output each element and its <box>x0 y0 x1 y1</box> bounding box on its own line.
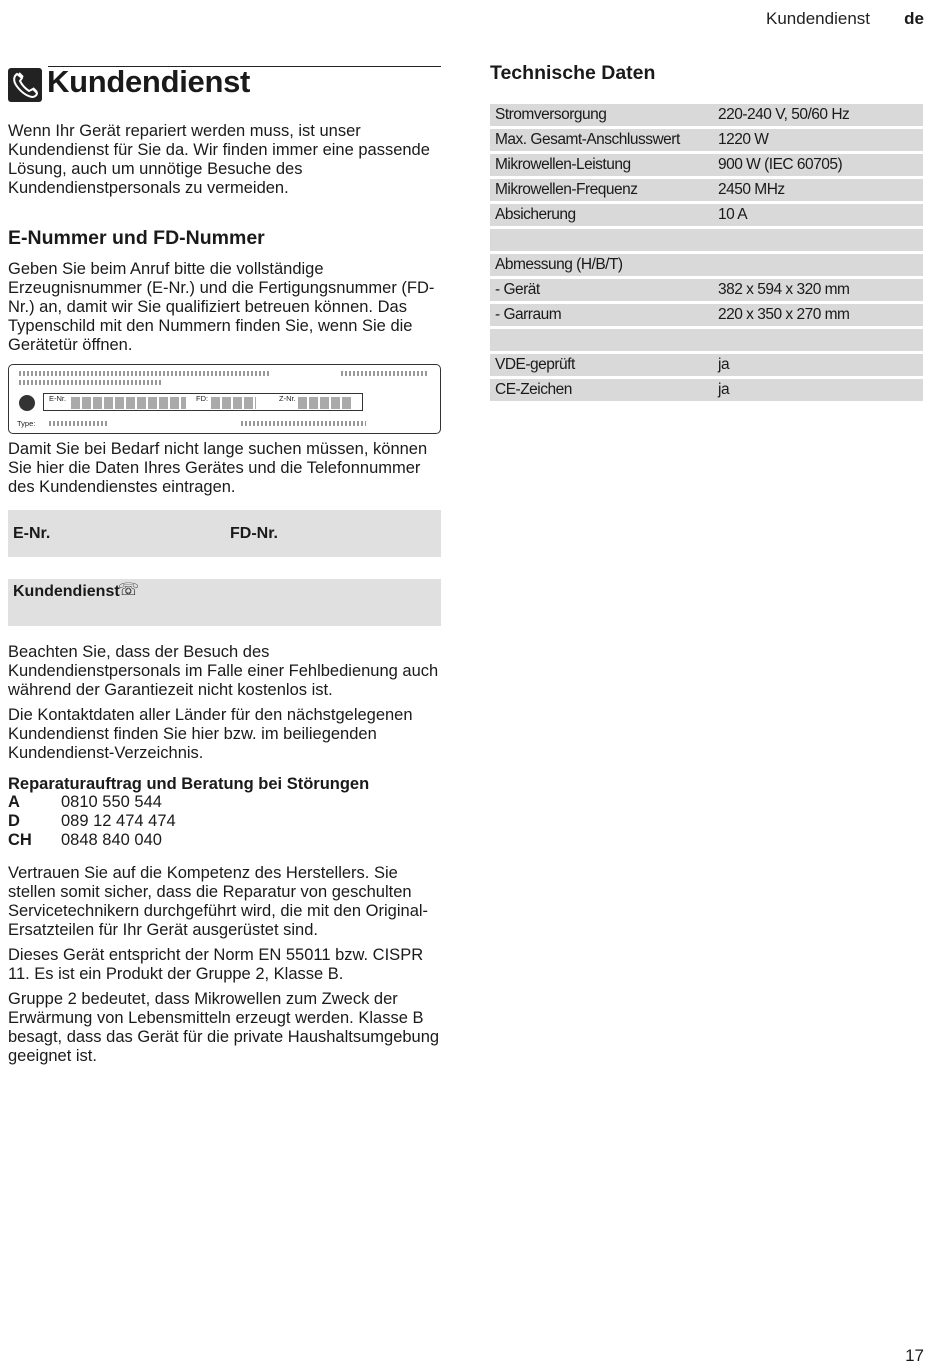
spec-value: 382 x 594 x 320 mm <box>713 279 923 301</box>
enr-heading: E-Nummer und FD-Nummer <box>8 227 265 249</box>
page-number: 17 <box>905 1346 924 1365</box>
fdnr-field-label: FD-Nr. <box>230 525 278 542</box>
table-row <box>490 179 923 201</box>
spec-label: Absicherung <box>490 204 713 226</box>
hotline-number: 089 12 474 474 <box>61 812 176 830</box>
plate-type-label: Type: <box>17 419 36 428</box>
spec-value <box>713 254 923 276</box>
table-row <box>490 254 923 276</box>
phone-icon: ☏ <box>118 580 140 600</box>
table-row <box>490 379 923 401</box>
spec-label: Abmessung (H/B/T) <box>490 254 713 276</box>
hotline-list <box>8 793 441 850</box>
group-paragraph: Gruppe 2 bedeutet, dass Mikrowellen zum Zweck der Erwärmung von Lebensmitteln erzeugt werden. Klasse B besagt, dass das Gerät für die private Haushaltsumgebung geeignet ist. <box>8 990 440 1065</box>
page-title: Kundendienst <box>47 64 251 99</box>
intro-paragraph: Wenn Ihr Gerät repariert werden muss, ist unser Kundendienst für Sie da. Wir finden immer eine passende Lösung, auch um unnötige Besuche des Kundendienstpersonals zu vermeiden. <box>8 122 430 197</box>
spec-label: - Gerät <box>490 279 713 301</box>
running-header-section: Kundendienst <box>766 9 870 28</box>
table-row <box>490 354 923 376</box>
spec-value: 10 A <box>713 204 923 226</box>
spec-value: ja <box>713 354 923 376</box>
table-row <box>490 229 923 251</box>
enr-field-label: E-Nr. <box>13 525 51 542</box>
spec-value: ja <box>713 379 923 401</box>
spec-label: Max. Gesamt-Anschlusswert <box>490 129 713 151</box>
telephone-handset-icon <box>8 68 42 102</box>
spec-label: CE-Zeichen <box>490 379 713 401</box>
table-row <box>490 279 923 301</box>
spec-label <box>490 329 713 351</box>
trust-paragraph: Vertrauen Sie auf die Kompetenz des Herstellers. Sie stellen somit sicher, dass die Reparatur von geschulten Servicetechnikern durchgeführt wird, die mit den Original-Ersatzteilen für Ihr Gerät ausgerüstet sind. <box>8 864 429 939</box>
tech-data-heading: Technische Daten <box>490 62 656 84</box>
visit-paragraph: Beachten Sie, dass der Besuch des Kundendienstpersonals im Falle einer Fehlbedienung auch während der Garantiezeit nicht kostenlos ist. <box>8 643 439 699</box>
table-row <box>490 329 923 351</box>
hotline-number: 0810 550 544 <box>61 793 162 811</box>
spec-label: Mikrowellen-Frequenz <box>490 179 713 201</box>
table-row <box>490 129 923 151</box>
spec-value <box>713 329 923 351</box>
table-row <box>490 304 923 326</box>
spec-value: 900 W (IEC 60705) <box>713 154 923 176</box>
table-row <box>490 204 923 226</box>
spec-value <box>713 229 923 251</box>
spec-label: Stromversorgung <box>490 104 713 126</box>
spec-value: 2450 MHz <box>713 179 923 201</box>
spec-value: 220-240 V, 50/60 Hz <box>713 104 923 126</box>
spec-label: - Garraum <box>490 304 713 326</box>
spec-label <box>490 229 713 251</box>
tech-data-table <box>490 101 923 404</box>
hotline-country: D <box>8 812 20 830</box>
brand-logo-icon <box>19 395 35 411</box>
spec-value: 1220 W <box>713 129 923 151</box>
type-plate-illustration <box>8 364 441 434</box>
repair-heading: Reparaturauftrag und Beratung bei Störungen <box>8 775 370 793</box>
service-phone-box <box>8 579 441 626</box>
hotline-country: CH <box>8 831 32 849</box>
plate-znr-label: Z-Nr. <box>279 394 296 403</box>
plate-enr-label: E-Nr. <box>49 394 67 403</box>
plate-fd-label: FD: <box>196 394 209 403</box>
spec-label: VDE-geprüft <box>490 354 713 376</box>
spec-label: Mikrowellen-Leistung <box>490 154 713 176</box>
contact-paragraph: Die Kontaktdaten aller Länder für den nächstgelegenen Kundendienst finden Sie hier bzw. im beiliegenden Kundendienst-Verzeichnis. <box>8 706 413 762</box>
enr-paragraph: Geben Sie beim Anruf bitte die vollständige Erzeugnisnummer (E-Nr.) und die Fertigungsnummer (FD-Nr.) an, damit wir Sie qualifiziert betreuen können. Das Typenschild mit den Nummern finden Sie, wenn Sie die Gerätetür öffnen. <box>8 260 435 354</box>
note-paragraph: Damit Sie bei Bedarf nicht lange suchen müssen, können Sie hier die Daten Ihres Gerätes und die Telefonnummer des Kundendienstes eintragen. <box>8 440 428 496</box>
spec-value: 220 x 350 x 270 mm <box>713 304 923 326</box>
hotline-country: A <box>8 793 20 811</box>
service-field-label: Kundendienst <box>13 583 120 600</box>
language-code: de <box>904 9 924 28</box>
norm-paragraph: Dieses Gerät entspricht der Norm EN 55011 bzw. CISPR 11. Es ist ein Produkt der Gruppe 2, Klasse B. <box>8 946 424 983</box>
plate-number-box <box>43 393 363 411</box>
hotline-number: 0848 840 040 <box>61 831 162 849</box>
device-data-box <box>8 510 441 557</box>
table-row <box>490 104 923 126</box>
table-row <box>490 154 923 176</box>
